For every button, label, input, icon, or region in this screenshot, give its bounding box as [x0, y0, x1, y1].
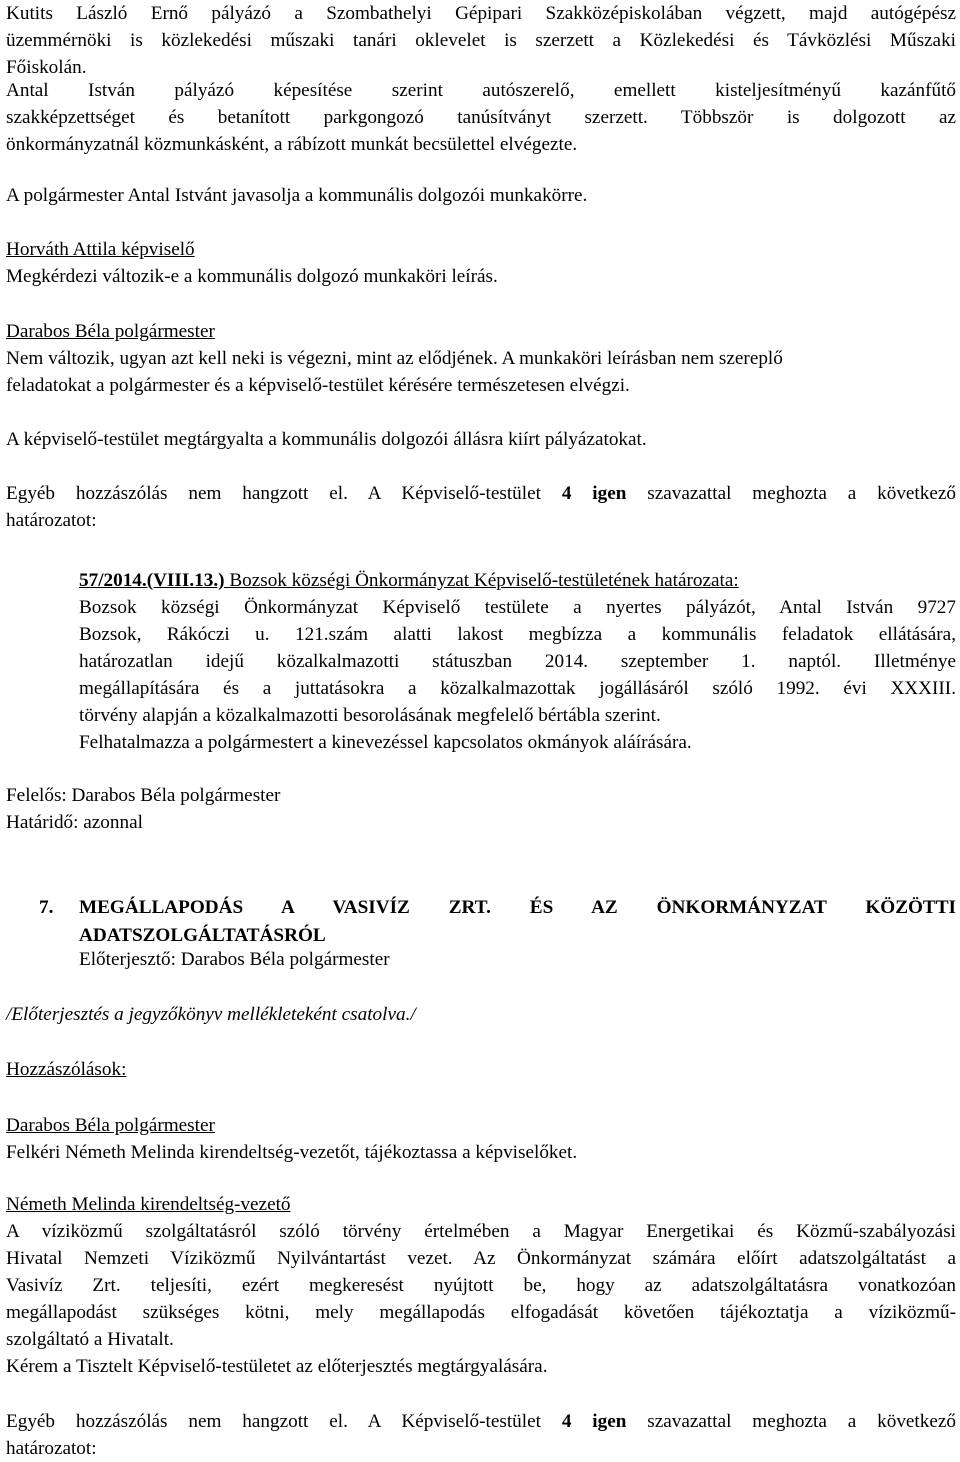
speaker-text: Nem változik, ugyan azt kell neki is végezni, mint az elődjének. A munkaköri leírásban nem szereplő [6, 348, 783, 369]
vote-line [6, 480, 956, 507]
speaker-text: Hivatal Nemzeti Víziközmű Nyilvántartást vezet. Az Önkormányzat számára előírt adatszolgáltatást a [6, 1248, 956, 1269]
speaker-block-nemeth [6, 1191, 956, 1380]
vote-statement-2 [6, 1408, 956, 1462]
comments-heading: Hozzászólások: [6, 1059, 127, 1080]
text-line: Főiskolán. [6, 57, 87, 78]
text-line: szakképzettséget és betanított parkgongozó tanúsítványt szerzett. Többször is dolgozott az [6, 107, 956, 128]
resolution-line: Felhatalmazza a polgármestert a kinevezéssel kapcsolatos okmányok aláírására. [79, 732, 692, 753]
speaker-text: feladatokat a polgármester és a képviselő-testület kérésére természetesen elvégzi. [6, 375, 630, 396]
vote-count: 4 igen [561, 483, 627, 504]
text-line: önkormányzatnál közmunkásként, a rábízott munkát becsülettel elvégezte. [6, 134, 578, 155]
responsible-line: Felelős: Darabos Béla polgármester [6, 785, 281, 806]
resolution-title: Bozsok községi Önkormányzat Képviselő-testületének határozata: [224, 570, 739, 591]
speaker-text: Felkéri Németh Melinda kirendeltség-vezetőt, tájékoztassa a képviselőket. [6, 1142, 578, 1163]
vote-line-2: határozatot: [6, 510, 97, 531]
speaker-name: Darabos Béla polgármester [6, 1115, 215, 1136]
presenter-line: Előterjesztő: Darabos Béla polgármester [79, 949, 390, 970]
vote-line-2: határozatot: [6, 1438, 97, 1459]
speaker-block-darabos [6, 318, 956, 399]
resolution-line: Bozsok, Rákóczi u. 121.szám alatti lakost megbízza a kommunális feladatok ellátására, [79, 624, 956, 645]
vote-post: szavazattal meghozta a következő [626, 1411, 956, 1432]
agenda-item-heading [6, 894, 956, 950]
vote-pre: Egyéb hozzászólás nem hangzott el. A Képviselő-testület [6, 1411, 562, 1432]
text-line: Antal István pályázó képesítése szerint autószerelő, emellett kisteljesítményű kazánfűtő [6, 80, 956, 101]
speaker-name: Horváth Attila képviselő [6, 239, 195, 260]
speaker-text: Vasivíz Zrt. teljesíti, ezért megkeresést nyújtott be, hogy az adatszolgáltatásra vonatkozóan [6, 1275, 956, 1296]
speaker-name: Darabos Béla polgármester [6, 321, 215, 342]
resolution-block [79, 567, 956, 756]
agenda-title-line: MEGÁLLAPODÁS A VASIVÍZ ZRT. ÉS AZ ÖNKORMÁNYZAT KÖZÖTTI [79, 897, 956, 918]
text-line: A képviselő-testület megtárgyalta a kommunális dolgozói állásra kiírt pályázatokat. [6, 429, 647, 450]
resolution-line: határozatlan idejű közalkalmazotti státuszban 2014. szeptember 1. naptól. Illetménye [79, 651, 956, 672]
vote-line [6, 1408, 956, 1435]
speaker-text: Kérem a Tisztelt Képviselő-testületet az előterjesztés megtárgyalására. [6, 1356, 548, 1377]
speaker-name: Németh Melinda kirendeltség-vezető [6, 1194, 291, 1215]
paragraph-mayor-proposal [6, 182, 956, 209]
speaker-block-darabos-2 [6, 1112, 956, 1166]
vote-count: 4 igen [561, 1411, 627, 1432]
agenda-number: 7. [39, 897, 54, 918]
responsibility-block [6, 782, 956, 836]
attachment-note [6, 1001, 956, 1028]
vote-post: szavazattal meghozta a következő [626, 483, 956, 504]
speaker-text: megállapodást szükséges kötni, mely megállapodás elfogadását követően tájékoztatja a víziközmű- [6, 1302, 956, 1323]
resolution-line: megállapítására és a juttatásokra a közalkalmazottak jogállásáról szóló 1992. évi XXXIII. [79, 678, 956, 699]
text-line: Kutits László Ernő pályázó a Szombathelyi Gépipari Szakközépiskolában végzett, majd autógépész [6, 3, 956, 24]
resolution-line: törvény alapján a közalkalmazotti besorolásának megfelelő bértábla szerint. [79, 705, 661, 726]
agenda-title-line: ADATSZOLGÁLTATÁSRÓL [79, 925, 326, 946]
text-line: üzemmérnöki is közlekedési műszaki tanári oklevelet is szerzett a Közlekedési és Távközlési Műszaki [6, 30, 956, 51]
vote-statement-1 [6, 480, 956, 534]
deadline-line: Határidő: azonnal [6, 812, 143, 833]
speaker-text: Megkérdezi változik-e a kommunális dolgozó munkaköri leírás. [6, 266, 498, 287]
comments-heading-block [6, 1056, 956, 1083]
attachment-note-text: /Előterjesztés a jegyzőkönyv mellékleteként csatolva./ [6, 1004, 416, 1025]
text-line: A polgármester Antal Istvánt javasolja a kommunális dolgozói munkakörre. [6, 185, 588, 206]
paragraph-kutits [6, 0, 956, 81]
paragraph-discussion [6, 426, 956, 453]
resolution-number: 57/2014.(VIII.13.) [79, 570, 225, 591]
resolution-heading [79, 567, 956, 594]
vote-pre: Egyéb hozzászólás nem hangzott el. A Képviselő-testület [6, 483, 562, 504]
paragraph-antal [6, 77, 956, 158]
speaker-block-horvath [6, 236, 956, 290]
presenter-line-block [79, 946, 956, 973]
speaker-text: A víziközmű szolgáltatásról szóló törvény értelmében a Magyar Energetikai és Közmű-szabályozási [6, 1221, 956, 1242]
resolution-line: Bozsok községi Önkormányzat Képviselő testülete a nyertes pályázót, Antal István 9727 [79, 597, 956, 618]
speaker-text: szolgáltató a Hivatalt. [6, 1329, 174, 1350]
